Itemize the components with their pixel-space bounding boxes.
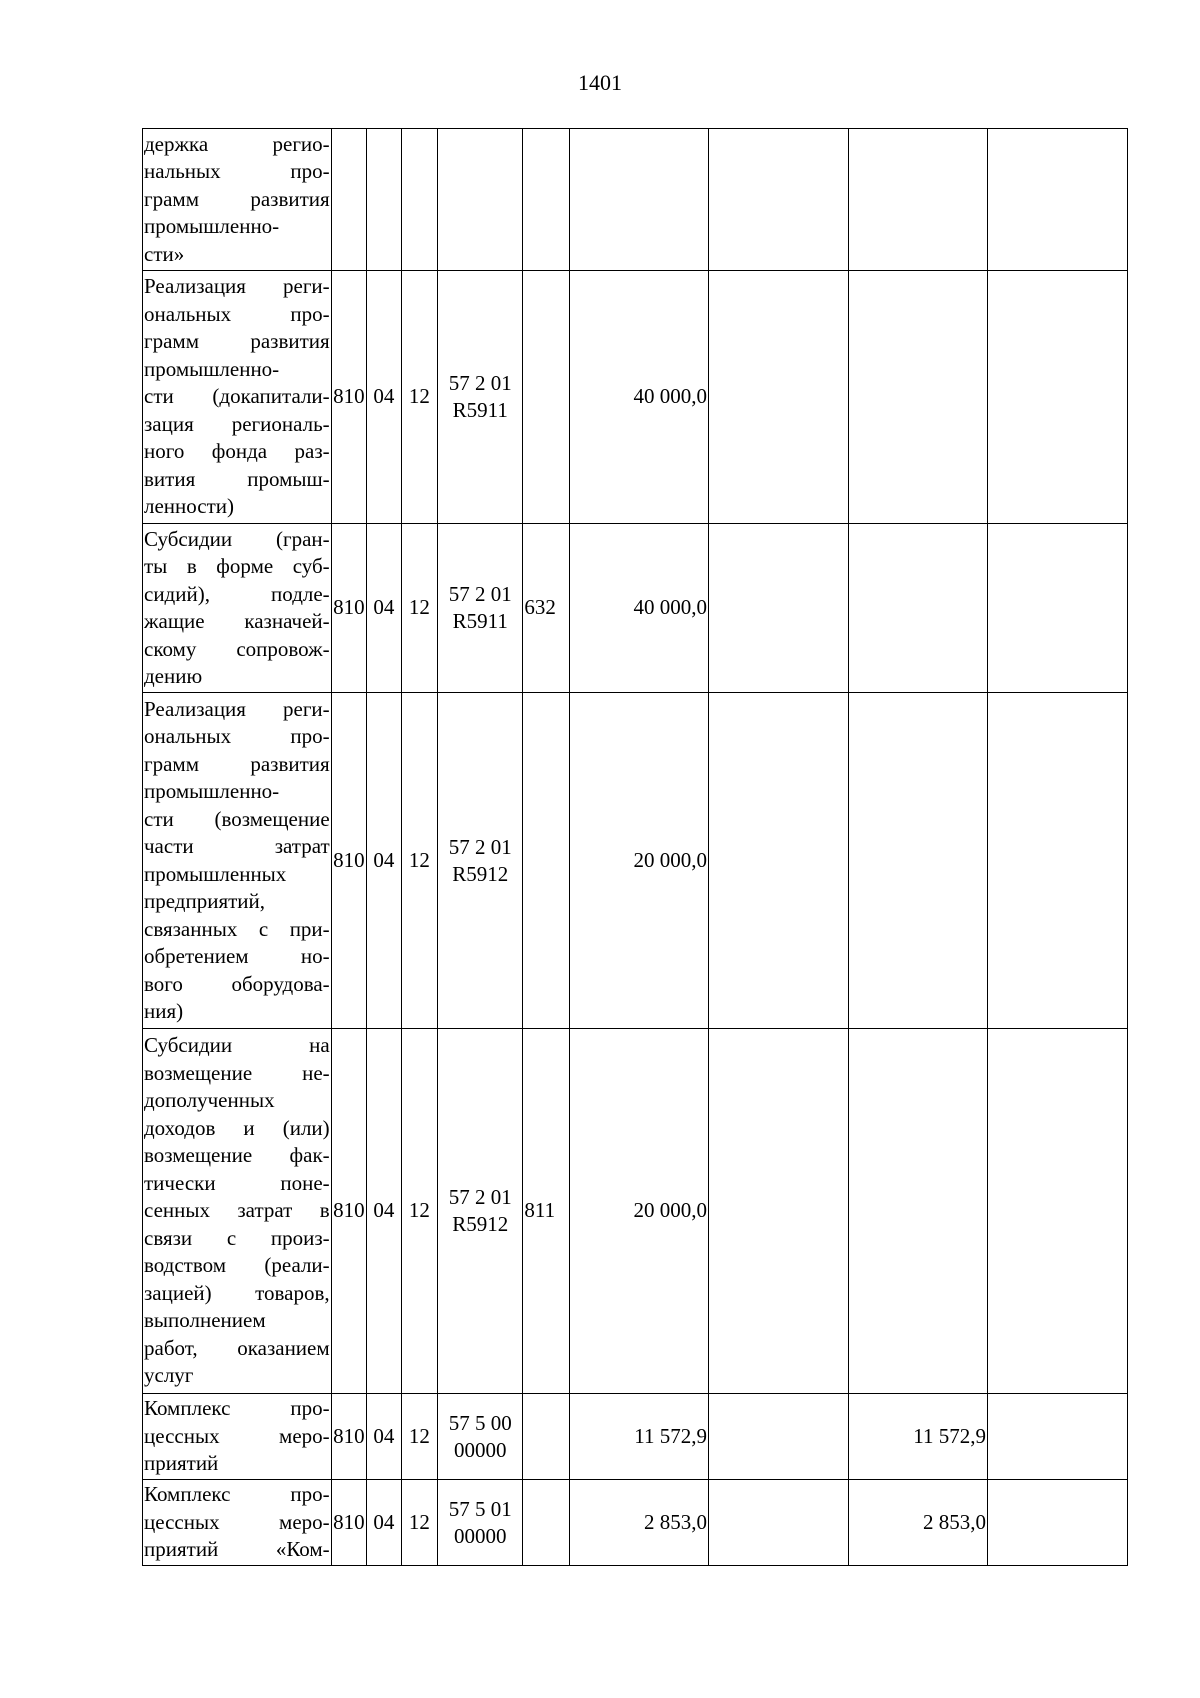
amount-cell-3 [848,271,987,524]
target-article-cell: 57 2 01 R5911 [438,524,523,693]
amount-cell-1 [570,129,709,271]
target-article-cell [438,129,523,271]
ved-code-cell: 810 [331,1394,367,1480]
row-name-cell: Субсидии (гран- ты в форме суб- сидий), подле- жащие казначей- скому сопровож- дению [143,524,332,693]
expense-type-cell [523,1480,570,1566]
section-code-cell: 04 [367,693,401,1029]
table-row [143,1394,1128,1480]
table-row [143,1480,1128,1566]
target-article-cell: 57 5 00 00000 [438,1394,523,1480]
ved-code-cell: 810 [331,1029,367,1394]
target-article-cell: 57 2 01 R5912 [438,1029,523,1394]
expense-type-cell [523,129,570,271]
amount-cell-4 [987,524,1127,693]
target-article-cell: 57 2 01 R5911 [438,271,523,524]
amount-cell-1: 20 000,0 [570,693,709,1029]
amount-cell-3: 11 572,9 [848,1394,987,1480]
expense-type-cell [523,693,570,1029]
subsection-code-cell: 12 [401,1394,438,1480]
amount-cell-2 [709,129,849,271]
amount-cell-4 [987,693,1127,1029]
ved-code-cell: 810 [331,693,367,1029]
amount-cell-2 [709,271,849,524]
expense-type-cell [523,1394,570,1480]
amount-cell-4 [987,271,1127,524]
amount-cell-1: 2 853,0 [570,1480,709,1566]
subsection-code-cell: 12 [401,271,438,524]
ved-code-cell: 810 [331,1480,367,1566]
row-name-cell: Комплекс про- цессных меро- приятий «Ком- [143,1480,332,1566]
amount-cell-4 [987,1029,1127,1394]
amount-cell-4 [987,129,1127,271]
section-code-cell: 04 [367,1029,401,1394]
amount-cell-2 [709,1029,849,1394]
amount-cell-2 [709,524,849,693]
section-code-cell [367,129,401,271]
table-row [143,1029,1128,1394]
amount-cell-1: 11 572,9 [570,1394,709,1480]
amount-cell-1: 40 000,0 [570,271,709,524]
subsection-code-cell: 12 [401,1029,438,1394]
row-name-cell: Реализация реги- ональных про- грамм развития промышленно- сти (возмещение части затрат промышленных предприятий, связанных с при- обретением но- вого оборудова- ния) [143,693,332,1029]
row-name-cell: держка регио- нальных про- грамм развития промышленно- сти» [143,129,332,271]
ved-code-cell: 810 [331,524,367,693]
amount-cell-2 [709,1394,849,1480]
section-code-cell: 04 [367,271,401,524]
amount-cell-3 [848,1029,987,1394]
subsection-code-cell: 12 [401,1480,438,1566]
section-code-cell: 04 [367,1394,401,1480]
amount-cell-3 [848,129,987,271]
section-code-cell: 04 [367,1480,401,1566]
budget-table [142,128,1128,1566]
page-number: 1401 [578,70,622,95]
table-row [143,129,1128,271]
amount-cell-4 [987,1480,1127,1566]
amount-cell-2 [709,693,849,1029]
table-row [143,693,1128,1029]
table-row [143,271,1128,524]
expense-type-cell: 811 [523,1029,570,1394]
ved-code-cell: 810 [331,271,367,524]
subsection-code-cell: 12 [401,524,438,693]
amount-cell-1: 20 000,0 [570,1029,709,1394]
expense-type-cell: 632 [523,524,570,693]
target-article-cell: 57 5 01 00000 [438,1480,523,1566]
subsection-code-cell [401,129,438,271]
subsection-code-cell: 12 [401,693,438,1029]
row-name-cell: Субсидии на возмещение не- дополученных доходов и (или) возмещение фак- тически поне- сенных затрат в связи с произ- водством (реали- зацией) товаров, выполнением работ, оказанием услуг [143,1029,332,1394]
amount-cell-3 [848,524,987,693]
amount-cell-1: 40 000,0 [570,524,709,693]
section-code-cell: 04 [367,524,401,693]
budget-table-body [143,129,1128,1566]
table-row [143,524,1128,693]
row-name-cell: Реализация реги- ональных про- грамм развития промышленно- сти (докапитали- зация региональ- ного фонда раз- вития промыш- ленности) [143,271,332,524]
expense-type-cell [523,271,570,524]
ved-code-cell [331,129,367,271]
amount-cell-3: 2 853,0 [848,1480,987,1566]
amount-cell-4 [987,1394,1127,1480]
amount-cell-3 [848,693,987,1029]
target-article-cell: 57 2 01 R5912 [438,693,523,1029]
amount-cell-2 [709,1480,849,1566]
row-name-cell: Комплекс про- цессных меро- приятий [143,1394,332,1480]
